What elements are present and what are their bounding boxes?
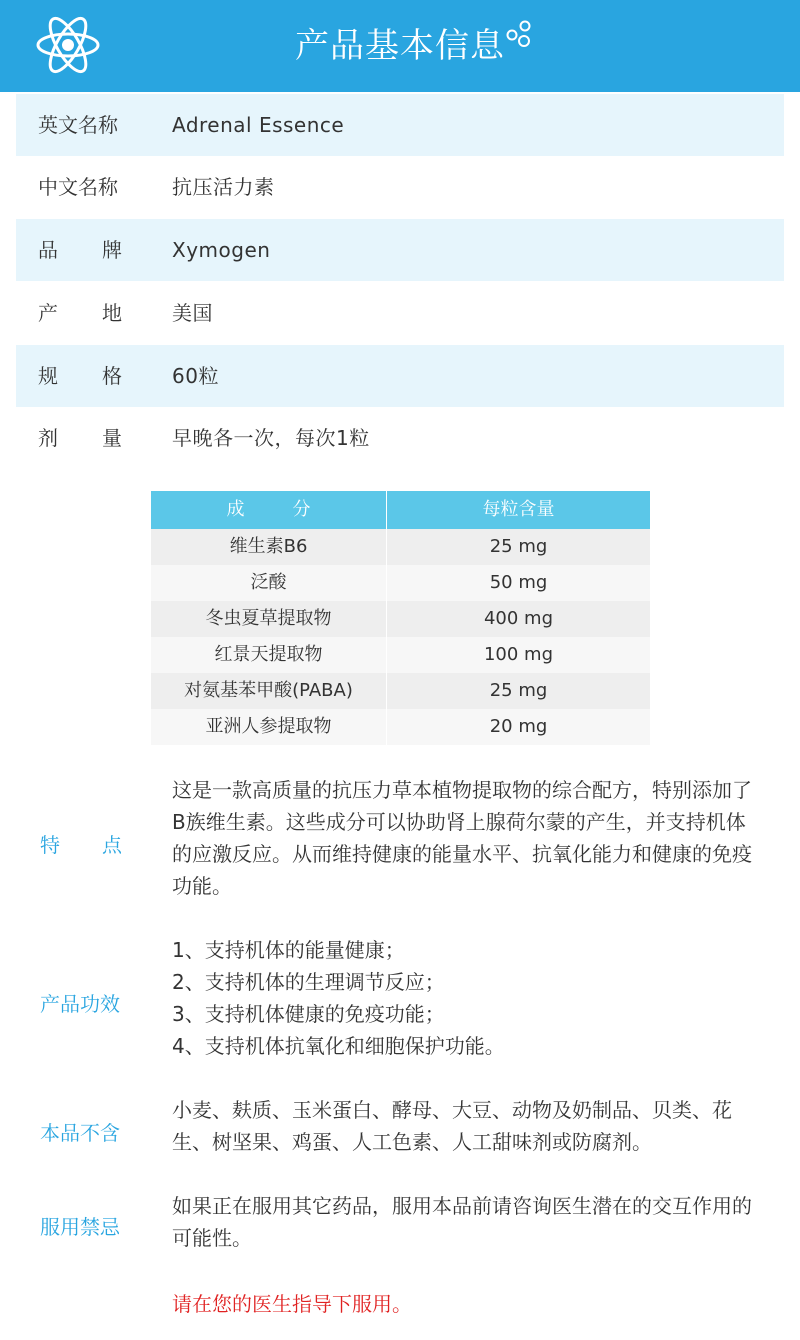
list-item: 3、支持机体健康的免疫功能； xyxy=(172,1002,445,1026)
info-label: 规 格 xyxy=(38,364,122,388)
features-text: 这是一款高质量的抗压力草本植物提取物的综合配方，特别添加了B族维生素。这些成分可以协助肾上腺荷尔蒙的产生，并支持机体的应激反应。从而维持健康的能量水平、抗氧化能力和健康的免疫功能。 xyxy=(172,778,752,898)
header-amount: 每粒含量 xyxy=(482,499,555,520)
list-item: 2、支持机体的生理调节反应； xyxy=(172,970,445,994)
info-label: 英文名称 xyxy=(38,113,118,137)
info-row-origin xyxy=(16,282,784,344)
info-value: 60粒 xyxy=(172,364,219,388)
table-row: 泛酸 50 mg xyxy=(151,565,650,601)
info-row-brand xyxy=(16,219,784,281)
table-row: 冬虫夏草提取物 400 mg xyxy=(151,601,650,637)
info-label: 产 地 xyxy=(38,301,122,325)
info-value: 美国 xyxy=(172,301,213,325)
table-header xyxy=(151,491,650,529)
info-value: 早晚各一次，每次1粒 xyxy=(172,426,370,450)
table-row: 亚洲人参提取物 20 mg xyxy=(151,709,650,745)
efficacy-list xyxy=(172,934,752,1062)
info-value: 抗压活力素 xyxy=(172,175,275,199)
info-row-chinese-name xyxy=(16,156,784,218)
info-row-spec xyxy=(16,345,784,407)
list-item: 1、支持机体的能量健康； xyxy=(172,938,405,962)
header-ingredient: 成 分 xyxy=(151,491,387,529)
efficacy-label: 产品功效 xyxy=(40,992,120,1016)
excludes-label: 本品不含 xyxy=(40,1121,120,1145)
bubbles-icon xyxy=(505,20,533,48)
info-row-english-name xyxy=(16,94,784,156)
ingredients-table xyxy=(151,491,650,745)
table-row: 红景天提取物 100 mg xyxy=(151,637,650,673)
excludes-text: 小麦、麸质、玉米蛋白、酵母、大豆、动物及奶制品、贝类、花生、树坚果、鸡蛋、人工色素、人工甜味剂或防腐剂。 xyxy=(172,1098,732,1154)
table-row: 对氨基苯甲酸(PABA) 25 mg xyxy=(151,673,650,709)
info-value: Xymogen xyxy=(172,238,271,262)
info-label: 品 牌 xyxy=(38,238,122,262)
warning-text: 请在您的医生指导下服用。 xyxy=(172,1292,412,1316)
info-label: 剂 量 xyxy=(38,426,122,450)
info-row-dosage xyxy=(16,407,784,469)
page-header xyxy=(0,0,800,92)
page-title: 产品基本信息 xyxy=(295,26,505,66)
contraindications-text: 如果正在服用其它药品，服用本品前请咨询医生潜在的交互作用的可能性。 xyxy=(172,1194,752,1250)
table-row: 维生素B6 25 mg xyxy=(151,529,650,565)
info-value: Adrenal Essence xyxy=(172,113,345,137)
info-label: 中文名称 xyxy=(38,175,118,199)
list-item: 4、支持机体抗氧化和细胞保护功能。 xyxy=(172,1034,505,1058)
features-label: 特 点 xyxy=(40,833,122,857)
contraindications-label: 服用禁忌 xyxy=(40,1215,120,1239)
